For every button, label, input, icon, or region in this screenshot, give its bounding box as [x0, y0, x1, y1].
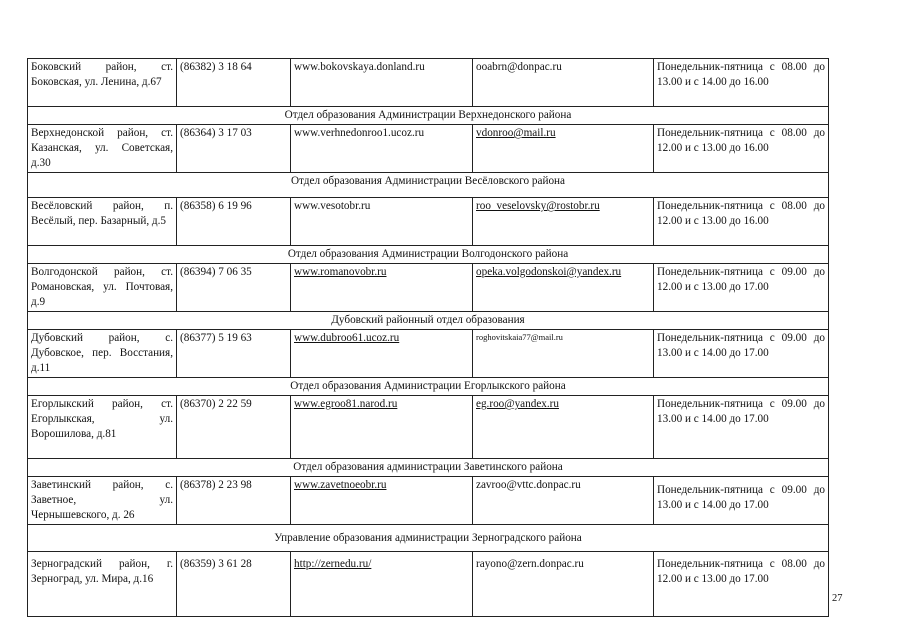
- email-cell[interactable]: roghovitskaia77@mail.ru: [473, 330, 654, 378]
- address-cell: Зерноградский район, г. Зерноград, ул. Мира, д.16: [28, 552, 177, 617]
- address-cell: Верхнедонской район, ст. Казанская, ул. Советская, д.30: [28, 125, 177, 173]
- email-cell[interactable]: zavroo@vttc.donpac.ru: [473, 477, 654, 525]
- phone-cell: (86394) 7 06 35: [177, 264, 291, 312]
- phone-cell: (86377) 5 19 63: [177, 330, 291, 378]
- section-header-row: [28, 173, 829, 198]
- website-link[interactable]: http://zernedu.ru/: [291, 552, 473, 617]
- section-header-row: [28, 312, 829, 330]
- phone-cell: (86358) 6 19 96: [177, 198, 291, 246]
- section-header: Отдел образования Администрации Волгодонского района: [28, 246, 829, 264]
- email-link[interactable]: vdonroo@mail.ru: [473, 125, 654, 173]
- hours-cell: Понедельник-пятница с 09.00 до 13.00 и с 14.00 до 17.00: [654, 396, 829, 459]
- email-link[interactable]: roo_veselovsky@rostobr.ru: [473, 198, 654, 246]
- hours-cell: Понедельник-пятница с 08.00 до 12.00 и с 13.00 до 16.00: [654, 198, 829, 246]
- table-row: [28, 264, 829, 312]
- address-cell: Егорлыкский район, ст. Егорлыкская, ул. Ворошилова, д.81: [28, 396, 177, 459]
- section-header-row: [28, 525, 829, 552]
- hours-cell: Понедельник-пятница с 08.00 до 13.00 и с 14.00 до 16.00: [654, 59, 829, 107]
- table-row: [28, 125, 829, 173]
- section-header: Дубовский районный отдел образования: [28, 312, 829, 330]
- email-link[interactable]: eg.roo@yandex.ru: [473, 396, 654, 459]
- section-header-row: [28, 378, 829, 396]
- table-row: [28, 198, 829, 246]
- email-cell[interactable]: rayono@zern.donpac.ru: [473, 552, 654, 617]
- table-row: [28, 330, 829, 378]
- address-cell: Дубовский район, с. Дубовское, пер. Восстания, д.11: [28, 330, 177, 378]
- table-row: [28, 477, 829, 525]
- section-header-row: [28, 246, 829, 264]
- table-row: [28, 552, 829, 617]
- hours-cell: Понедельник-пятница с 09.00 до 13.00 и с 14.00 до 17.00: [654, 330, 829, 378]
- hours-cell: Понедельник-пятница с 08.00 до 12.00 и с 13.00 до 17.00: [654, 552, 829, 617]
- website-link[interactable]: www.zavetnoeobr.ru: [291, 477, 473, 525]
- hours-cell: Понедельник-пятница с 08.00 до 12.00 и с 13.00 до 16.00: [654, 125, 829, 173]
- hours-cell: Понедельник-пятница с 09.00 до 12.00 и с 13.00 до 17.00: [654, 264, 829, 312]
- section-header: Управление образования администрации Зерноградского района: [28, 525, 829, 552]
- address-cell: Боковский район, ст. Боковская, ул. Ленина, д.67: [28, 59, 177, 107]
- section-header-row: [28, 459, 829, 477]
- hours-cell: Понедельник-пятница с 09.00 до 13.00 и с 14.00 до 17.00: [654, 477, 829, 525]
- table-row: [28, 396, 829, 459]
- section-header-row: [28, 107, 829, 125]
- address-cell: Волгодонской район, ст. Романовская, ул. Почтовая, д.9: [28, 264, 177, 312]
- phone-cell: (86382) 3 18 64: [177, 59, 291, 107]
- section-header: Отдел образования Администрации Весёловского района: [28, 173, 829, 198]
- website-cell[interactable]: www.bokovskaya.donland.ru: [291, 59, 473, 107]
- email-link[interactable]: opeka.volgodonskoi@yandex.ru: [473, 264, 654, 312]
- section-header: Отдел образования администрации Заветинского района: [28, 459, 829, 477]
- page-number: 27: [832, 593, 843, 604]
- phone-cell: (86378) 2 23 98: [177, 477, 291, 525]
- phone-cell: (86364) 3 17 03: [177, 125, 291, 173]
- website-link[interactable]: www.dubroo61.ucoz.ru: [291, 330, 473, 378]
- website-cell[interactable]: www.vesotobr.ru: [291, 198, 473, 246]
- phone-cell: (86359) 3 61 28: [177, 552, 291, 617]
- section-header: Отдел образования Администрации Егорлыкского района: [28, 378, 829, 396]
- website-link[interactable]: www.egroo81.narod.ru: [291, 396, 473, 459]
- address-cell: Весёловский район, п. Весёлый, пер. Базарный, д.5: [28, 198, 177, 246]
- website-cell[interactable]: www.verhnedonroo1.ucoz.ru: [291, 125, 473, 173]
- website-link[interactable]: www.romanovobr.ru: [291, 264, 473, 312]
- email-cell[interactable]: ooabrn@donpac.ru: [473, 59, 654, 107]
- table-row: [28, 59, 829, 107]
- address-cell: Заветинский район, с. Заветное, ул. Чернышевского, д. 26: [28, 477, 177, 525]
- directory-table: [27, 58, 829, 617]
- phone-cell: (86370) 2 22 59: [177, 396, 291, 459]
- section-header: Отдел образования Администрации Верхнедонского района: [28, 107, 829, 125]
